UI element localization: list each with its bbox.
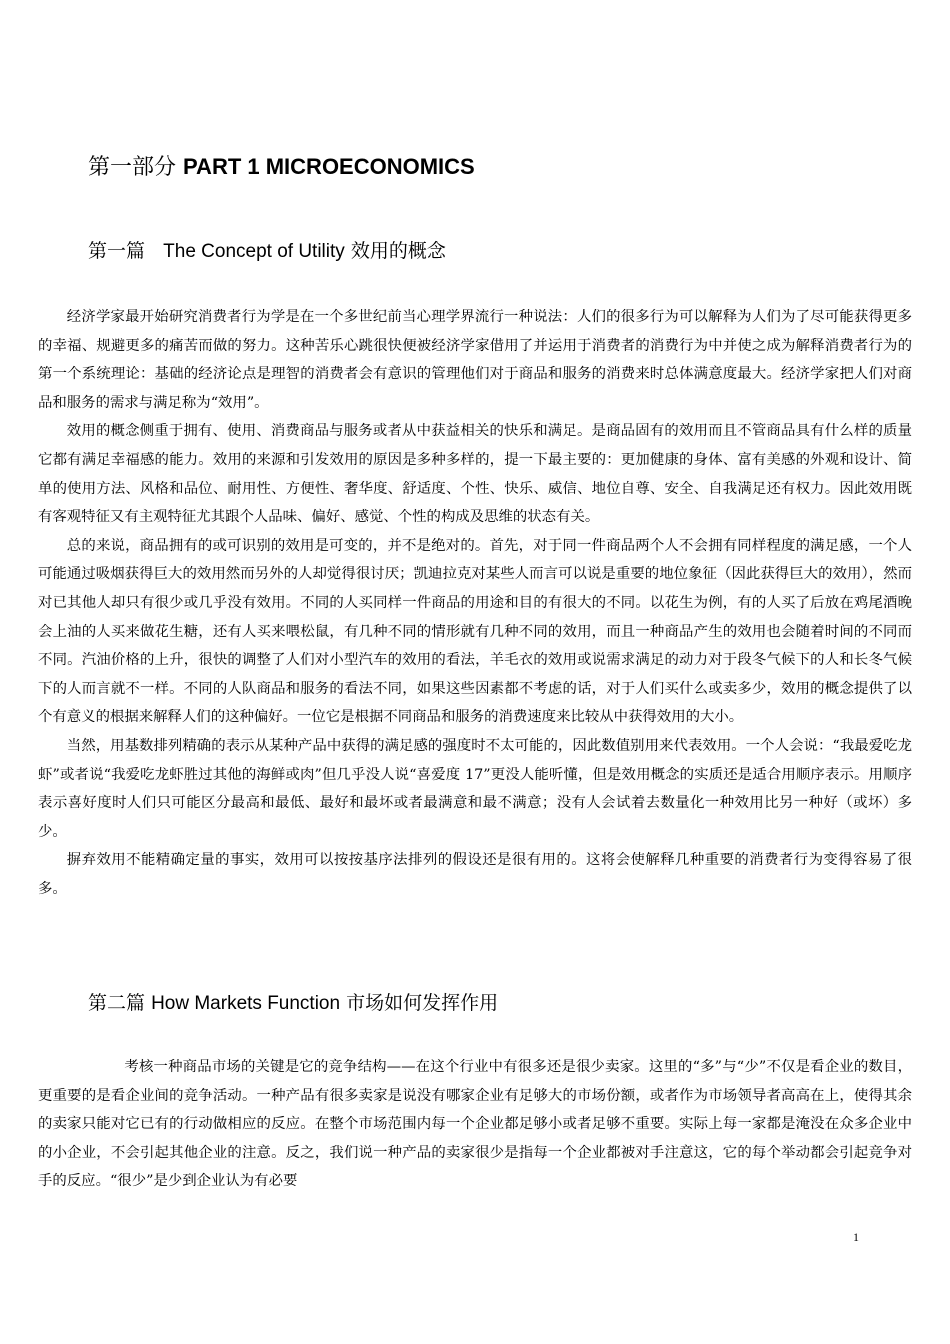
chapter-2-title-en: How Markets Function [151,993,341,1014]
paragraph: 当然，用基数排列精确的表示从某种产品中获得的满足感的强度时不太可能的，因此数值别用来代表效用。一个人会说：“我最爱吃龙虾”或者说“我爱吃龙虾胜过其他的海鲜或肉”但几乎没人说“喜爱度 17”更没人能听懂，但是效用概念的实质还是适合用顺序表示。用顺序表示喜好度时人们只可能区分最高和最低、最好和最坏或者最满意和最不满意；没有人会试着去数量化一种效用比另一种好（或坏）多少。 [38,737,912,840]
chapter-1-title [88,236,446,263]
paragraph: 效用的概念侧重于拥有、使用、消费商品与服务或者从中获益相关的快乐和满足。是商品固有的效用而且不管商品具有什么样的质量它都有满足幸福感的能力。效用的来源和引发效用的原因是多种多样的，提一下最主要的：更加健康的身体、富有美感的外观和设计、简单的使用方法、风格和品位、耐用性、方便性、奢华度、舒适度、个性、快乐、威信、地位自尊、安全、自我满足还有权力。因此效用既有客观特征又有主观特征尤其跟个人品味、偏好、感觉、个性的构成及思维的状态有关。 [38,423,912,526]
chapter-2-title-suffix: 市场如何发挥作用 [346,992,499,1014]
paragraph: 考核一种商品市场的关键是它的竞争结构——在这个行业中有很多还是很少卖家。这里的“多”与“少”不仅是看企业的数目，更重要的是看企业间的竞争活动。一种产品有很多卖家是说没有哪家企业有足够大的市场份额，或者作为市场领导者高高在上，使得其余的卖家只能对它已有的行动做相应的反应。在整个市场范围内每一个企业都足够小或者足够不重要。实际上每一家都是淹没在众多企业中的小企业，不会引起其他企业的注意。反之，我们说一种产品的卖家很少是指每一个企业都被对手注意这，它的每个举动都会引起竞争对手的反应。“很少”是少到企业认为有必要 [38,1059,912,1190]
chapter-1-title-prefix: 第一篇 [88,240,146,262]
chapter-2-title-prefix: 第二篇 [88,992,146,1014]
paragraph: 总的来说，商品拥有的或可识别的效用是可变的，并不是绝对的。首先，对于同一件商品两个人不会拥有同样程度的满足感，一个人可能通过吸烟获得巨大的效用然而另外的人却觉得很讨厌；凯迪拉克对某些人而言可以说是重要的地位象征（因此获得巨大的效用），然而对已其他人却只有很少或几乎没有效用。不同的人买同样一件商品的用途和目的有很大的不同。以花生为例，有的人买了后放在鸡尾酒晚会上油的人买来做花生糖，还有人买来喂松鼠，有几种不同的情形就有几种不同的效用，而且一种商品产生的效用也会随着时间的不同而不同。汽油价格的上升，很快的调整了人们对小型汽车的效用的看法，羊毛衣的效用或说需求满足的动力对于段冬气候下的人和长冬气候下的人而言就不一样。不同的人队商品和服务的看法不同，如果这些因素都不考虑的话，对于人们买什么或卖多少，效用的概念提供了以个有意义的根据来解释人们的这种偏好。一位它是根据不同商品和服务的消费速度来比较从中获得效用的大小。 [38,537,912,726]
page-number: 1 [853,1230,859,1244]
part-title-cn: 第一部分 [88,155,177,180]
chapter-2-body [38,1053,912,1196]
part-title-en: PART 1 MICROECONOMICS [183,154,475,179]
paragraph: 摒弃效用不能精确定量的事实，效用可以按按基序法排列的假设还是很有用的。这将会使解释几种重要的消费者行为变得容易了很多。 [38,852,912,897]
chapter-1-title-en: The Concept of Utility [163,241,345,262]
part-title [88,150,475,181]
chapter-1-title-suffix: 效用的概念 [350,240,446,262]
paragraph: 经济学家最开始研究消费者行为学是在一个多世纪前当心理学界流行一种说法：人们的很多行为可以解释为人们为了尽可能获得更多的幸福、规避更多的痛苦而做的努力。这种苦乐心跳很快便被经济学家借用了并运用于消费者的消费行为中并使之成为解释消费者行为的第一个系统理论：基础的经济论点是理智的消费者会有意识的管理他们对于商品和服务的消费来时总体满意度最大。经济学家把人们对商品和服务的需求与满足称为“效用”。 [38,309,912,411]
chapter-1-body [38,303,912,903]
chapter-2-title [88,988,498,1015]
